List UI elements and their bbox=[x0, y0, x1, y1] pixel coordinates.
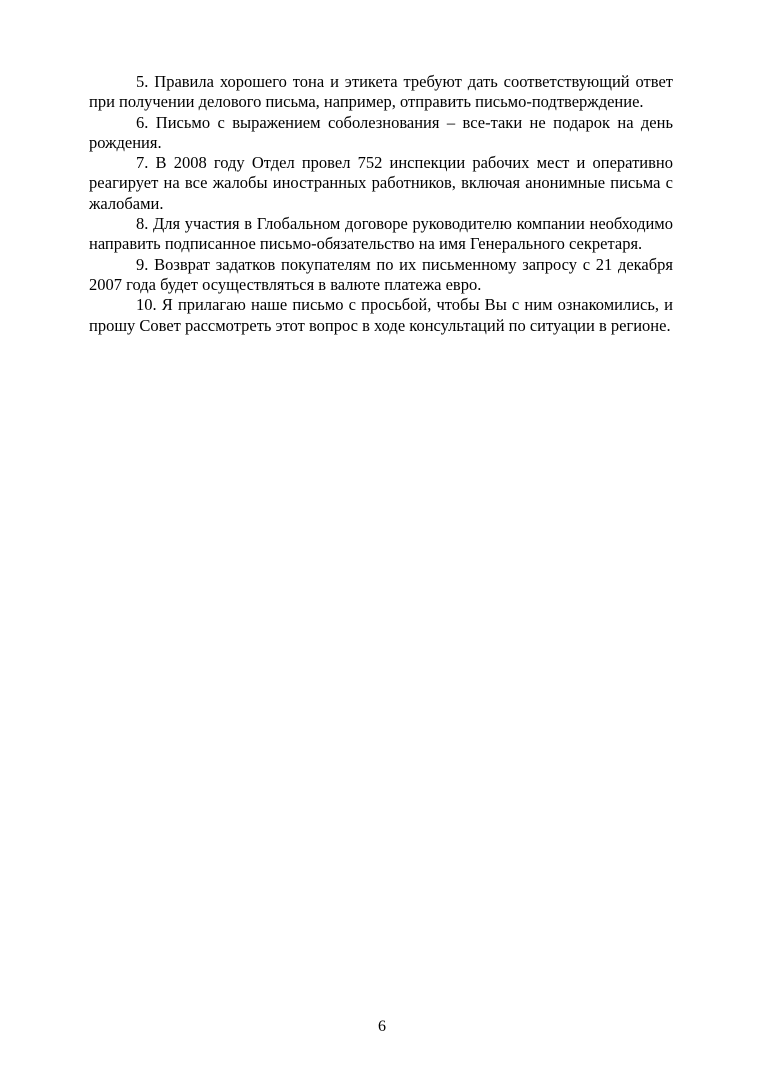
document-body bbox=[89, 72, 673, 336]
paragraph-8: 8. Для участия в Глобальном договоре руководителю компании необходимо направить подписанное письмо-обязательство на имя Генерального секретаря. bbox=[89, 214, 673, 254]
page-number: 6 bbox=[378, 1018, 386, 1035]
paragraph-6: 6. Письмо с выражением соболезнования – все-таки не подарок на день рождения. bbox=[89, 112, 673, 152]
paragraph-10: 10. Я прилагаю наше письмо с просьбой, чтобы Вы с ним ознакомились, и прошу Совет рассмотреть этот вопрос в ходе консультаций по ситуации в регионе. bbox=[89, 295, 673, 335]
paragraph-7: 7. В 2008 году Отдел провел 752 инспекции рабочих мест и оперативно реагирует на все жалобы иностранных работников, включая анонимные письма с жалобами. bbox=[89, 153, 673, 213]
paragraph-5: 5. Правила хорошего тона и этикета требуют дать соответствующий ответ при получении делового письма, например, отправить письмо-подтверждение. bbox=[89, 72, 673, 112]
paragraph-9: 9. Возврат задатков покупателям по их письменному запросу с 21 декабря 2007 года будет осуществляться в валюте платежа евро. bbox=[89, 254, 673, 294]
